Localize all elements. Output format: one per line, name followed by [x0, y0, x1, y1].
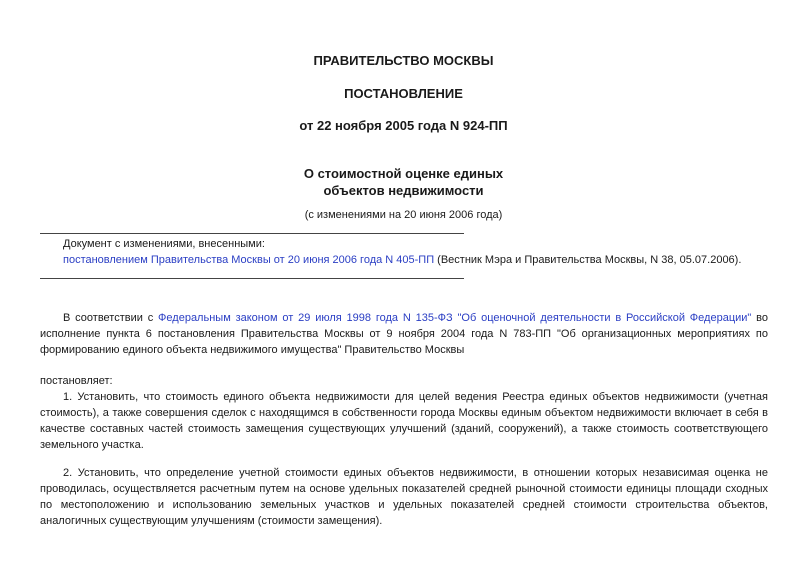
- decree-word: постановляет:: [40, 375, 113, 387]
- amend-box-intro: Документ с изменениями, внесенными:: [63, 238, 265, 250]
- amendment-note: (с изменениями на 20 июня 2006 года): [304, 209, 503, 221]
- federal-law-link[interactable]: Федеральным законом от 29 июля 1998 года N 135-ФЗ "Об оценочной деятельности в Российской Федерации": [158, 312, 752, 324]
- amend-box-reference: [63, 254, 741, 266]
- clause-2: 2. Установить, что определение учетной стоимости единых объектов недвижимости, в отношении которых независимая оценка не проводилась, осуществляется расчетным путем на основе удельных показателей средней рыночной стоимости единицы площади сходных по местоположению и использованию земельных участков и удельных показателей средней стоимости строительства объектов, аналогичных существующим улучшениям (стоимости замещения).: [40, 467, 768, 527]
- preamble-rest: во исполнение пункта 6 постановления Правительства Москвы от 9 ноября 2004 года N 783-ПП "Об организационных мероприятиях по формированию единого объекта недвижимого имущества" Правительство Москвы: [40, 312, 768, 356]
- amend-box-source: (Вестник Мэра и Правительства Москвы, N 38, 05.07.2006).: [434, 254, 742, 266]
- amend-decree-link[interactable]: постановлением Правительства Москвы от 20 июня 2006 года N 405-ПП: [63, 254, 435, 266]
- clause-1: 1. Установить, что стоимость единого объекта недвижимости для целей ведения Реестра единых объектов недвижимости (учетная стоимость), а также совершения сделок с находящимся в собственности города Москвы единым объектом недвижимости включает в себя в качестве составных частей стоимость замещения существующих улучшений (зданий, сооружений), а также стоимость соответствующего земельного участка.: [40, 391, 768, 451]
- date-number-heading: от 22 ноября 2005 года N 924-ПП: [299, 118, 508, 133]
- divider-bottom: [40, 278, 464, 279]
- government-heading: ПРАВИТЕЛЬСТВО МОСКВЫ: [313, 53, 494, 68]
- doc-type-heading: ПОСТАНОВЛЕНИЕ: [344, 86, 463, 101]
- document-title: [0, 165, 807, 199]
- preamble-start: В соответствии с: [63, 312, 159, 324]
- divider-top: [40, 233, 464, 234]
- preamble-paragraph: [40, 310, 768, 358]
- title-line-1: О стоимостной оценке единых: [303, 166, 504, 181]
- title-line-2: объектов недвижимости: [323, 183, 484, 198]
